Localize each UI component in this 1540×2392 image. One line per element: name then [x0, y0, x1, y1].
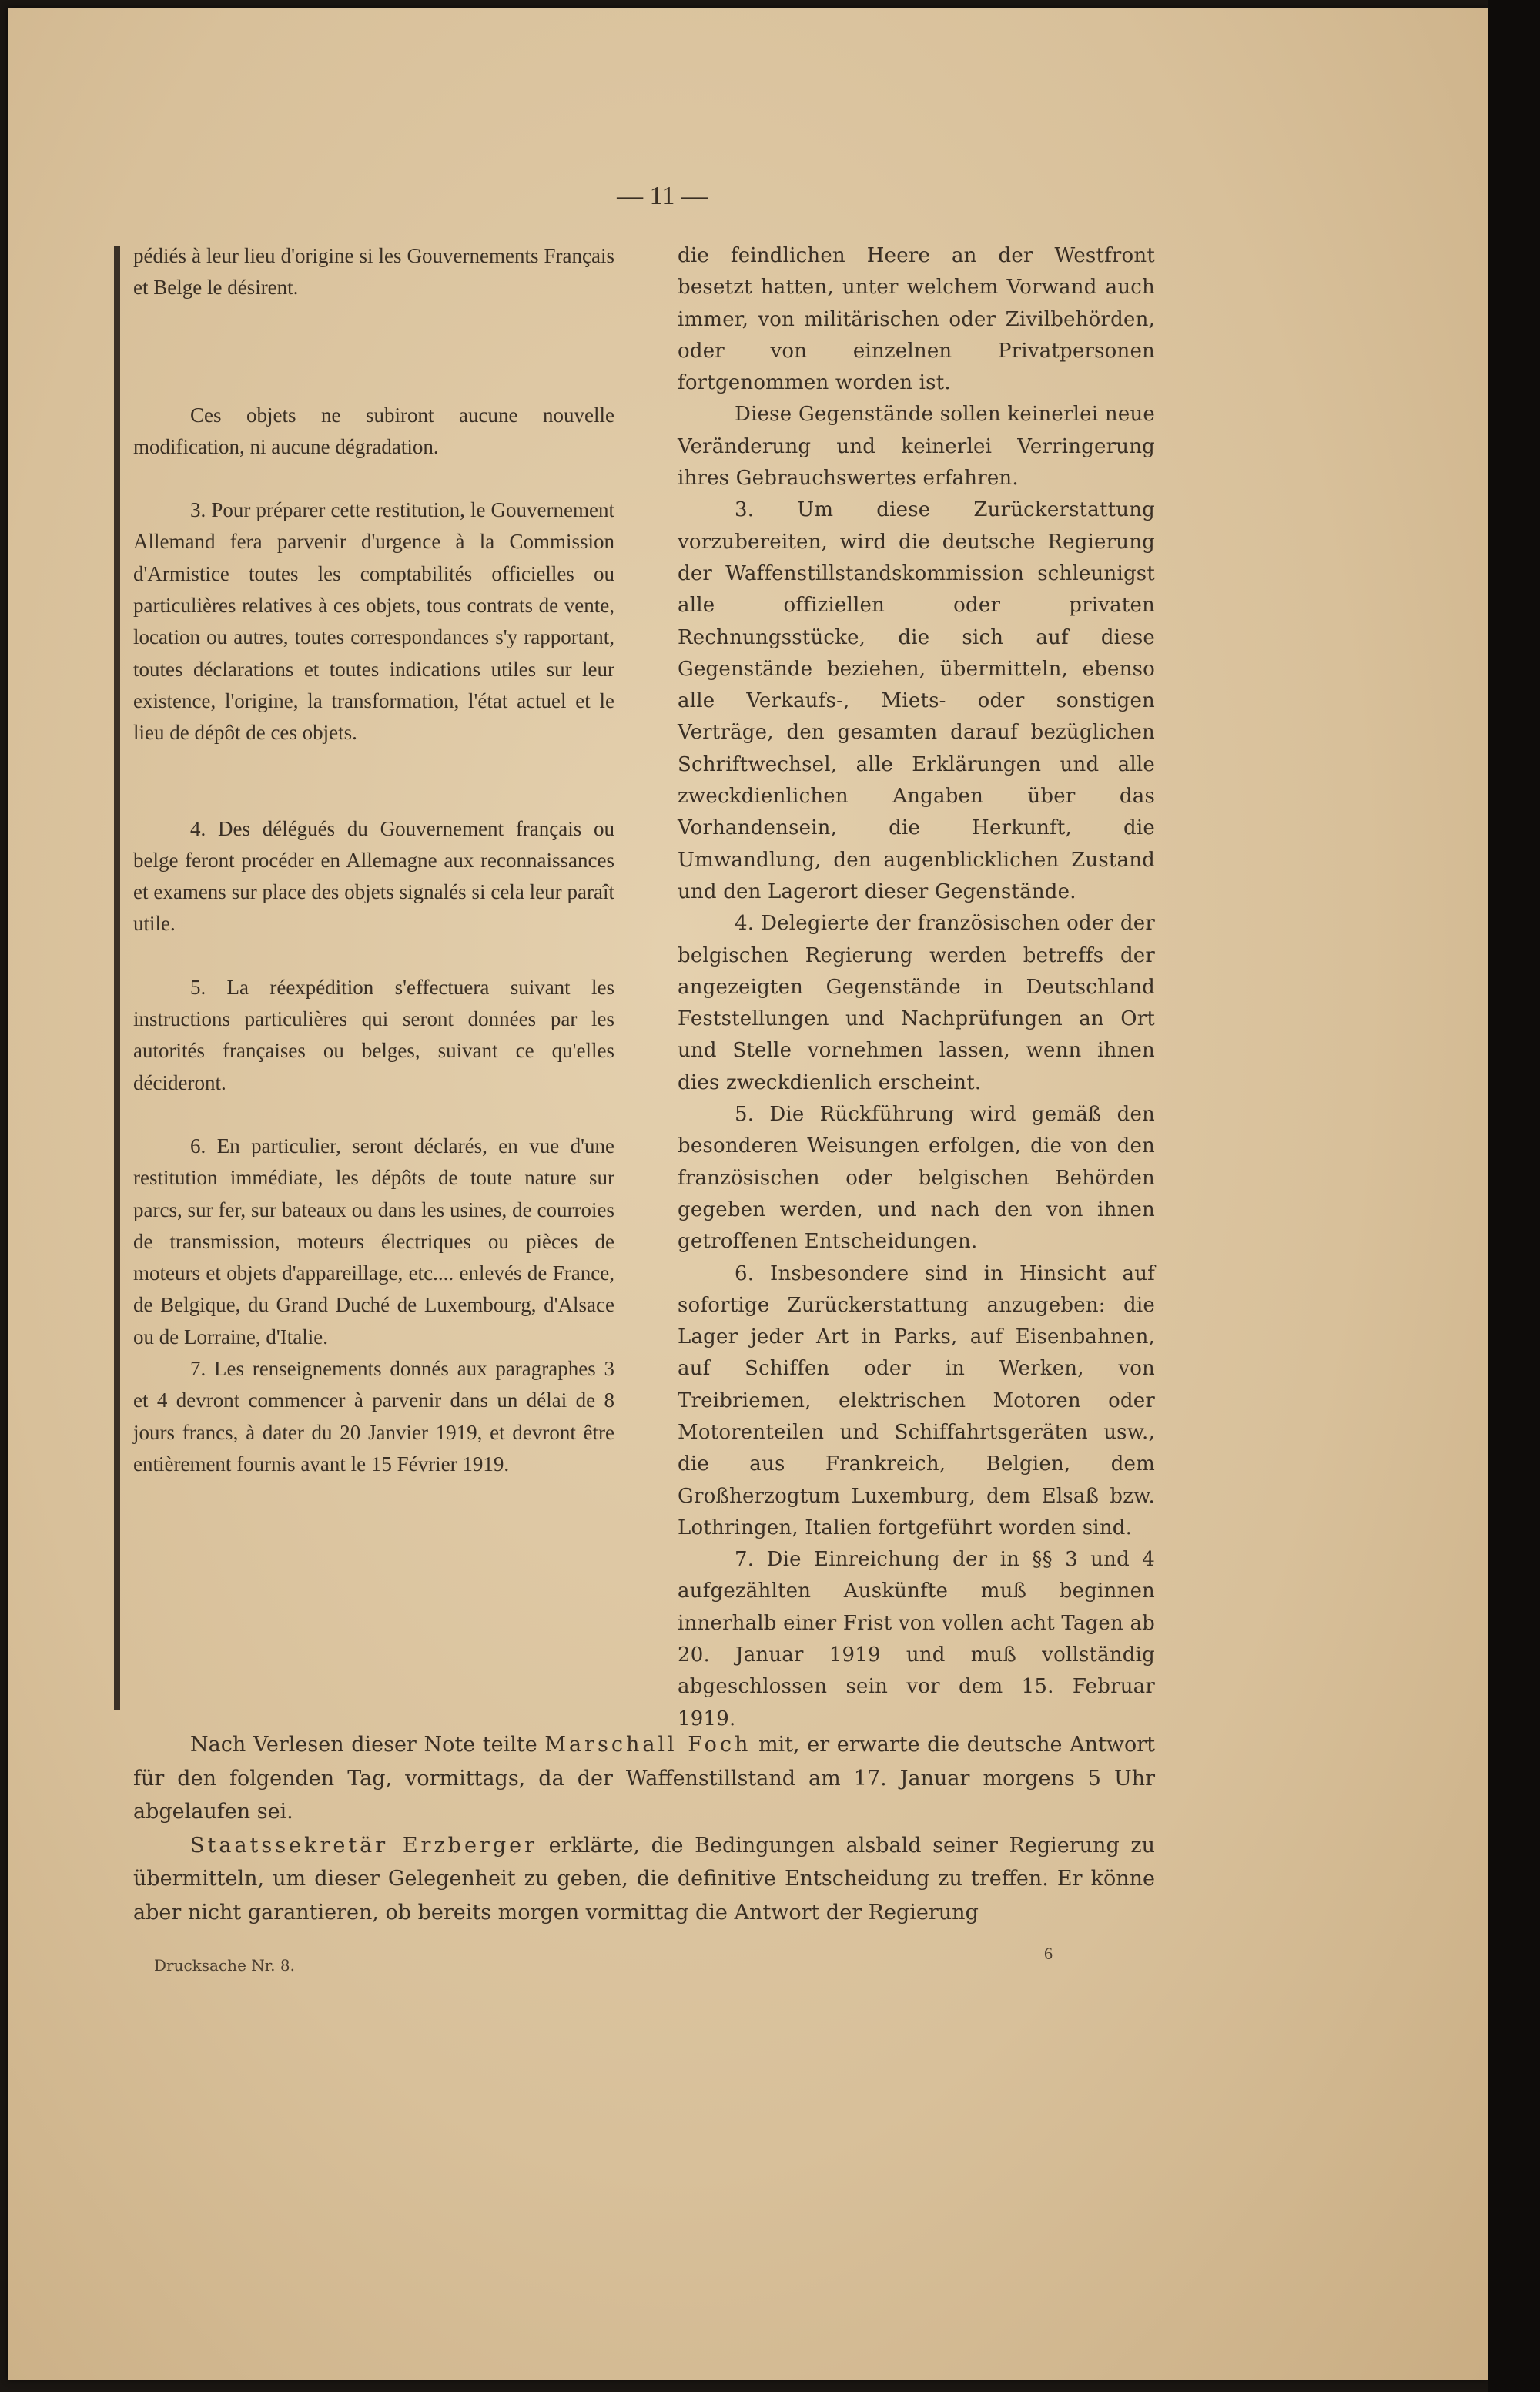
french-paragraph-7: 7. Les renseignements donnés aux paragraphes 3 et 4 devront commencer à parvenir dans un délai de 8 jours francs, à dater du 20 Janvier 1919, et devront être entièrement fournis avant le 15 Février 1919.	[133, 1357, 614, 1476]
german-paragraph-2: Diese Gegenstände sollen keinerlei neue Veränderung und keinerlei Verringerung ihres Gebrauchswertes erfahren.	[678, 403, 1155, 491]
full-paragraph-1-end: mit, er erwarte die deutsche Antwort für den folgenden Tag, vormittags, da der Waffenstillstand am 17. Januar morgens 5 Uhr abgelaufen sei.	[133, 1733, 1155, 1824]
full-paragraph-1	[133, 1728, 1155, 1829]
speaker-foch: Marschall Foch	[544, 1733, 752, 1757]
full-paragraph-2	[133, 1829, 1155, 1930]
full-paragraph-1-start: Nach Verlesen dieser Note teilte	[190, 1733, 545, 1757]
german-paragraph-6: 6. Insbesondere sind in Hinsicht auf sofortige Zurückerstattung anzugeben: die Lager jeder Art in Parks, auf Eisenbahnen, auf Schiffen oder in Werken, von Treibriemen, elektrischen Motoren oder Motorenteilen und Schiffahrtsgeräten usw., die aus Frankreich, Belgien, dem Großherzogtum Luxemburg, dem Elsaß bzw. Lothringen, Italien fortgeführt worden sind.	[678, 1261, 1155, 1539]
german-paragraph-1: die feindlichen Heere an der Westfront besetzt hatten, unter welchem Vorwand auch immer, von militärischen oder Zivilbehörden, oder von einzelnen Privatpersonen fortgenommen worden ist.	[678, 244, 1155, 395]
german-paragraph-4: 4. Delegierte der französischen oder der belgischen Regierung werden betreffs der angezeigten Gegenstände in Deutschland Feststellungen und Nachprüfungen an Ort und Stelle vornehmen lassen, wenn ihnen dies zweckdienlich erscheint.	[678, 912, 1155, 1094]
page-number: — 11 —	[617, 182, 708, 210]
full-paragraph-2-end: erklärte, die Bedingungen alsbald seiner Regierung zu übermitteln, um dieser Gelegenheit zu geben, die definitive Entscheidung zu treffen. Er könne aber nicht garantieren, ob bereits morgen vormittag die Antwort der Regierung	[133, 1833, 1155, 1925]
french-paragraph-5: 5. La réexpédition s'effectuera suivant les instructions particulières qui seront données par les autorités françaises ou belges, suivant ce qu'elles décideront.	[133, 975, 614, 1094]
french-paragraph-2: Ces objets ne subiront aucune nouvelle modification, ni aucune dégradation.	[133, 403, 614, 458]
footer-signature-mark: 6	[1044, 1944, 1053, 1963]
german-column	[678, 240, 1155, 1735]
french-paragraph-4: 4. Des délégués du Gouvernement français ou belge feront procéder en Allemagne aux reconnaissances et examens sur place des objets signalés si cela leur paraît utile.	[133, 816, 614, 936]
margin-rule	[114, 246, 120, 1710]
german-paragraph-3: 3. Um diese Zurückerstattung vorzubereiten, wird die deutsche Regierung der Waffenstillstandskommission schleunigst alle offiziellen oder privaten Rechnungsstücke, die sich auf diese Gegenstände beziehen, übermitteln, ebenso alle Verkaufs-, Miets- oder sonstigen Verträge, den gesamten darauf bezüglichen Schriftwechsel, alle Erklärungen und alle zweckdienlichen Angaben über das Vorhandensein, die Herkunft, die Umwandlung, den augenblicklichen Zustand und den Lagerort dieser Gegenstände.	[678, 498, 1155, 903]
french-paragraph-6: 6. En particulier, seront déclarés, en vue d'une restitution immédiate, les dépôts de toute nature sur parcs, sur fer, sur bateaux ou dans les usines, de courroies de transmission, moteurs électriques ou pièces de moteurs et objets d'appareillage, etc.... enlevés de France, de Belgique, du Grand Duché de Luxembourg, d'Alsace ou de Lorraine, d'Italie.	[133, 1134, 614, 1348]
german-paragraph-5: 5. Die Rückführung wird gemäß den besonderen Weisungen erfolgen, die von den französischen oder belgischen Behörden gegeben werden, und nach den von ihnen getroffenen Entscheidungen.	[678, 1103, 1155, 1254]
scan-background-edge	[1488, 0, 1540, 2392]
speaker-erzberger: Staatssekretär Erzberger	[190, 1833, 538, 1858]
french-column	[133, 240, 614, 1480]
french-paragraph-3: 3. Pour préparer cette restitution, le Gouvernement Allemand fera parvenir d'urgence à la Commission d'Armistice toutes les comptabilités officielles ou particulières relatives à ces objets, tous contrats de vente, location ou autres, toutes correspondances s'y rapportant, toutes déclarations et toutes indications utiles sur leur existence, l'origine, la transformation, l'état actuel et le lieu de dépôt de ces objets.	[133, 498, 614, 745]
full-width-text	[133, 1728, 1155, 1929]
french-paragraph-1: pédiés à leur lieu d'origine si les Gouvernements Français et Belge le désirent.	[133, 244, 614, 300]
footer-drucksache: Drucksache Nr. 8.	[154, 1956, 295, 1975]
german-paragraph-7: 7. Die Einreichung der in §§ 3 und 4 aufgezählten Auskünfte muß beginnen innerhalb einer Frist von vollen acht Tagen ab 20. Januar 1919 und muß vollständig abgeschlossen sein vor dem 15. Februar 1919.	[678, 1548, 1155, 1730]
